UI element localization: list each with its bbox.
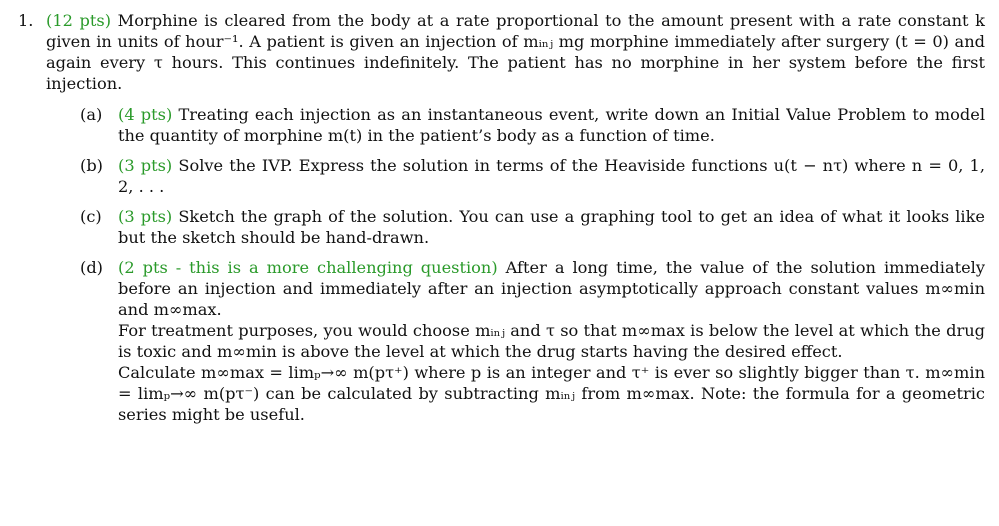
part-text: After a long time, the value of the solution immediately before an injection and immediately after an injection asymptotically approach constant values m∞min and m∞max.: [118, 258, 986, 319]
problem-number: 1.: [18, 11, 34, 30]
part-text: Solve the IVP. Express the solution in terms of the Heaviside functions u(t − nτ) where n = 0, 1, 2, . . .: [118, 156, 986, 196]
part-body: [118, 104, 985, 146]
part-points: (2 pts - this is a more challenging question): [118, 258, 498, 277]
part-text: Sketch the graph of the solution. You can use a graphing tool to get an idea of what it looks like but the sketch should be hand-drawn.: [118, 207, 985, 247]
part-b: [80, 155, 985, 197]
part-points: (3 pts): [118, 156, 173, 175]
part-body: [118, 257, 985, 425]
problem-points: (12 pts): [46, 11, 112, 30]
part-label: (c): [80, 207, 102, 226]
problem-intro: [46, 10, 985, 94]
part-d: [80, 257, 985, 425]
part-a: [80, 104, 985, 146]
part-label: (d): [80, 258, 103, 277]
part-label: (b): [80, 156, 103, 175]
part-label: (a): [80, 105, 103, 124]
part-points: (4 pts): [118, 105, 173, 124]
part-c: [80, 206, 985, 248]
part-body: [118, 155, 985, 197]
parts-list: [80, 104, 985, 425]
problem-intro-text: Morphine is cleared from the body at a rate proportional to the amount present with a rate constant k given in units of hour⁻¹. A patient is given an injection of mᵢₙⱼ mg morphine immediately after surgery (t = 0) and again every τ hours. This continues indefinitely. The patient has no morphine in her system before the first injection.: [46, 11, 985, 93]
problem-1: [18, 10, 985, 434]
part-text: Treating each injection as an instantaneous event, write down an Initial Value Problem to model the quantity of morphine m(t) in the patient’s body as a function of time.: [118, 105, 985, 145]
part-d-paragraph-2: For treatment purposes, you would choose mᵢₙⱼ and τ so that m∞max is below the level at which the drug is toxic and m∞min is above the level at which the drug starts having the desired effect.: [118, 321, 985, 361]
part-d-paragraph-3: Calculate m∞max = limₚ→∞ m(pτ⁺) where p is an integer and τ⁺ is ever so slightly bigger than τ. m∞min = limₚ→∞ m(pτ⁻) can be calculated by subtracting mᵢₙⱼ from m∞max. Note: the formula for a geometric series might be useful.: [118, 363, 985, 424]
part-d-paragraph-1: [118, 257, 985, 320]
part-points: (3 pts): [118, 207, 173, 226]
part-body: [118, 206, 985, 248]
problem-body: [46, 10, 985, 434]
